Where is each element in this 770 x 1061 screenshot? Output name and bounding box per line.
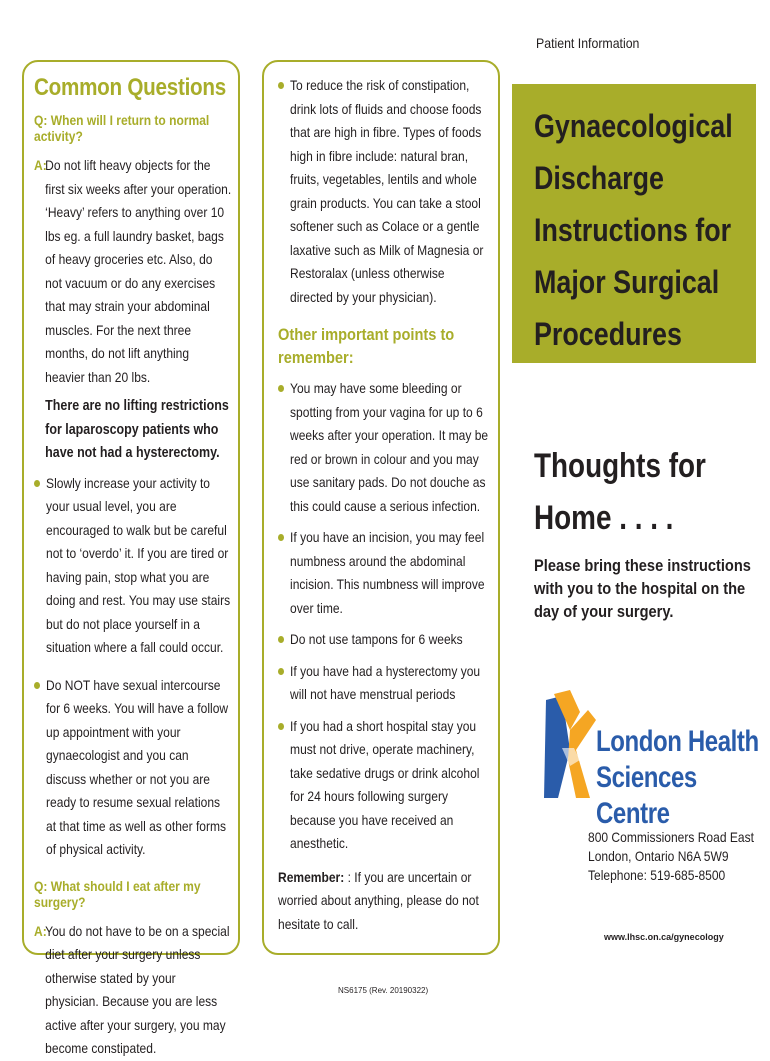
point-bullet-2-text: If you have an incision, you may feel numbness around the abdominal incision. This numbness will improve over time. bbox=[290, 529, 485, 616]
thoughts-line-1: Thoughts for bbox=[534, 447, 706, 485]
answer-1 bbox=[34, 154, 232, 389]
important-points-panel bbox=[262, 60, 500, 955]
website-link[interactable]: www.lhsc.on.ca/gynecology bbox=[604, 932, 724, 942]
title-line-5: Procedures bbox=[534, 316, 682, 352]
address-phone: Telephone: 519-685-8500 bbox=[588, 867, 726, 883]
important-points-content bbox=[278, 74, 490, 936]
constipation-bullet-text: To reduce the risk of constipation, drink lots of fluids and choose foods that are high in fibre. Types of foods high in fibre include: natural bran, fruits, vegetables, lentils and whole grain products. You can take a stool softener such as Colace or a gentle laxative such as Milk of Magnesia or Restoralax (unless otherwise directed by your physician). bbox=[290, 77, 484, 305]
logo-line-2: Sciences Centre bbox=[596, 761, 697, 830]
bullet-dot-icon bbox=[278, 723, 284, 730]
lifting-note: There are no lifting restrictions for laparoscopy patients who have not had a hysterectomy. bbox=[45, 398, 229, 461]
activity-bullet-2-text: Do NOT have sexual intercourse for 6 weeks. You will have a follow up appointment with your gynaecologist and you can discuss whether or not you are ready to resume sexual relations at that time as well as other forms of physical activity. bbox=[46, 676, 229, 857]
lhsc-logo-text bbox=[596, 724, 770, 832]
remember-note bbox=[278, 866, 490, 937]
activity-bullet-1 bbox=[34, 472, 232, 660]
address-city: London, Ontario N6A 5W9 bbox=[588, 848, 729, 864]
point-bullet-1-text: You may have some bleeding or spotting from your vagina for up to 6 weeks after your operation. It may be red or brown in colour and you may use sanitary pads. Do not douche as this could cause a serious infection. bbox=[290, 380, 489, 514]
bullet-dot-icon bbox=[34, 682, 40, 689]
point-bullet-3-text: Do not use tampons for 6 weeks bbox=[290, 631, 463, 647]
thoughts-line-2: Home . . . . bbox=[534, 499, 674, 537]
title-line-1: Gynaecological bbox=[534, 108, 733, 144]
header-label: Patient Information bbox=[536, 35, 640, 51]
bullet-dot-icon bbox=[278, 82, 284, 89]
lhsc-logo bbox=[540, 690, 759, 830]
remember-label: Remember: bbox=[278, 868, 345, 885]
point-bullet-2 bbox=[278, 526, 490, 620]
answer-2 bbox=[34, 920, 232, 1061]
common-questions-content bbox=[34, 74, 232, 1061]
document-code: NS6175 (Rev. 20190322) bbox=[338, 986, 429, 995]
title-line-4: Major Surgical bbox=[534, 264, 720, 300]
title-line-2: Discharge bbox=[534, 160, 664, 196]
title-line-3: Instructions for bbox=[534, 212, 732, 248]
point-bullet-4 bbox=[278, 660, 490, 707]
thoughts-heading bbox=[534, 440, 731, 544]
activity-bullet-2 bbox=[34, 674, 232, 862]
point-bullet-5-text: If you had a short hospital stay you must not drive, operate machinery, take sedative drugs or drink alcohol for 24 hours following surgery because you have received an anesthetic. bbox=[290, 717, 480, 851]
answer-1-text: Do not lift heavy objects for the first six weeks after your operation. ‘Heavy’ refers to anything over 10 lbs eg. a full laundry basket, bags of heavy groceries etc. Also, do not vacuum or do any exercises that may strain your abdominal muscles. For the next three months, do not lift anything heavier than 20 lbs. bbox=[45, 157, 232, 385]
point-bullet-3 bbox=[278, 628, 490, 652]
address-block bbox=[588, 828, 760, 885]
bullet-dot-icon bbox=[278, 668, 284, 675]
question-1: Q: When will I return to normal activity? bbox=[34, 112, 210, 144]
logo-line-1: London Health bbox=[596, 725, 759, 758]
point-bullet-1 bbox=[278, 377, 490, 518]
bullet-dot-icon bbox=[278, 636, 284, 643]
address-street: 800 Commissioners Road East bbox=[588, 829, 754, 845]
answer-2-lead: A: bbox=[34, 922, 47, 939]
common-questions-panel bbox=[22, 60, 240, 1056]
lhsc-logo-icon bbox=[540, 690, 600, 800]
document-title bbox=[534, 100, 769, 360]
point-bullet-4-text: If you have had a hysterectomy you will not have menstrual periods bbox=[290, 662, 481, 702]
remember-text: : If you are uncertain or worried about anything, please do not hesitate to call. bbox=[278, 868, 479, 932]
title-box bbox=[512, 84, 756, 363]
common-questions-heading: Common Questions bbox=[34, 74, 226, 101]
bring-instructions-note: Please bring these instructions with you to the hospital on the day of your surgery. bbox=[534, 556, 751, 621]
bullet-dot-icon bbox=[34, 480, 40, 487]
answer-2-text: You do not have to be on a special diet after your surgery unless otherwise stated by your physician. Because you are less active after your surgery, you may become constipated. bbox=[45, 922, 230, 1056]
bullet-dot-icon bbox=[278, 385, 284, 392]
point-bullet-5 bbox=[278, 715, 490, 856]
other-points-heading: Other important points to remember: bbox=[278, 325, 455, 367]
activity-bullet-1-text: Slowly increase your activity to your usual level, you are encouraged to walk but be careful not to ‘overdo’ it. If you are tired or having pain, stop what you are doing and rest. You may use stairs but do not place yourself in a situation where a fall could occur. bbox=[46, 474, 231, 655]
answer-1-lead: A: bbox=[34, 157, 47, 173]
constipation-bullet bbox=[278, 74, 490, 309]
question-2: Q: What should I eat after my surgery? bbox=[34, 877, 201, 910]
bullet-dot-icon bbox=[278, 534, 284, 541]
